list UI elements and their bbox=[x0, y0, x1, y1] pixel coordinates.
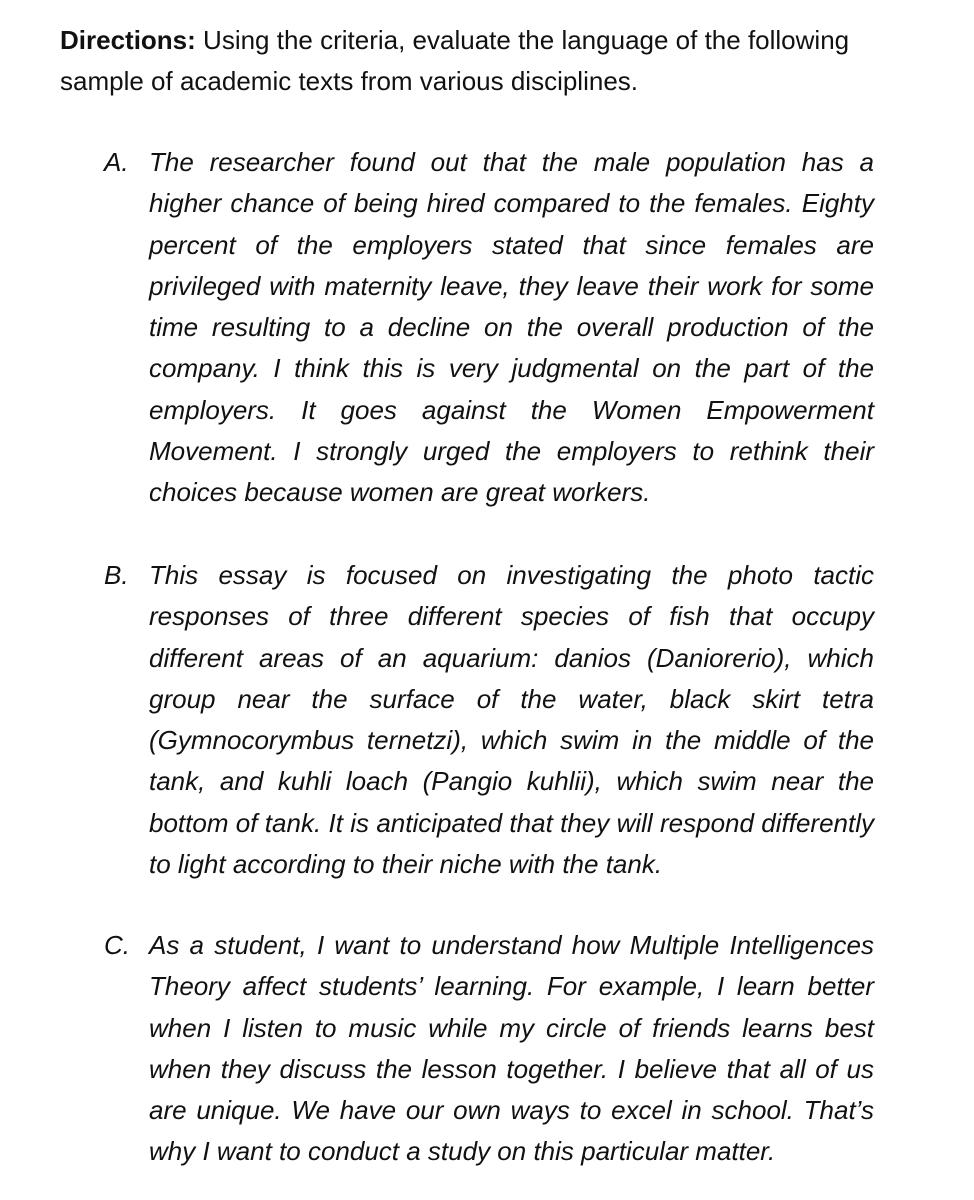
item-text-a: The researcher found out that the male population has a higher chance of being hired compared to the females. Eighty percent of the employers stated that since females are privileged with maternity leave, they leave their work for some time resulting to a decline on the overall production of the company. I think this is very judgmental on the part of the employers. It goes against the Women Empowerment Movement. I strongly urged the employers to rethink their choices because women are great workers. bbox=[149, 147, 874, 508]
item-letter-a: A. bbox=[104, 147, 129, 177]
item-text-b: This essay is focused on investigating the photo tactic responses of three different species of fish that occupy different areas of an aquarium: danios (Daniorerio), which group near the surface of the water, black skirt tetra (Gymnocorymbus ternetzi), which swim in the middle of the tank, and kuhli loach (Pangio kuhlii), which swim near the bottom of tank. It is anticipated that they will respond differently to light according to their niche with the tank. bbox=[149, 560, 874, 880]
directions-paragraph bbox=[60, 20, 890, 102]
directions-text: Using the criteria, evaluate the language of the following sample of academic texts from various disciplines. bbox=[60, 25, 850, 96]
item-letter-b: B. bbox=[104, 560, 129, 590]
directions-label: Directions: bbox=[60, 25, 196, 55]
item-letter-c: C. bbox=[104, 930, 130, 960]
item-text-c: As a student, I want to understand how Multiple Intelligences Theory affect students’ learning. For example, I learn better when I listen to music while my circle of friends learns best when they discuss the lesson together. I believe that all of us are unique. We have our own ways to excel in school. That’s why I want to conduct a study on this particular matter. bbox=[149, 930, 874, 1167]
